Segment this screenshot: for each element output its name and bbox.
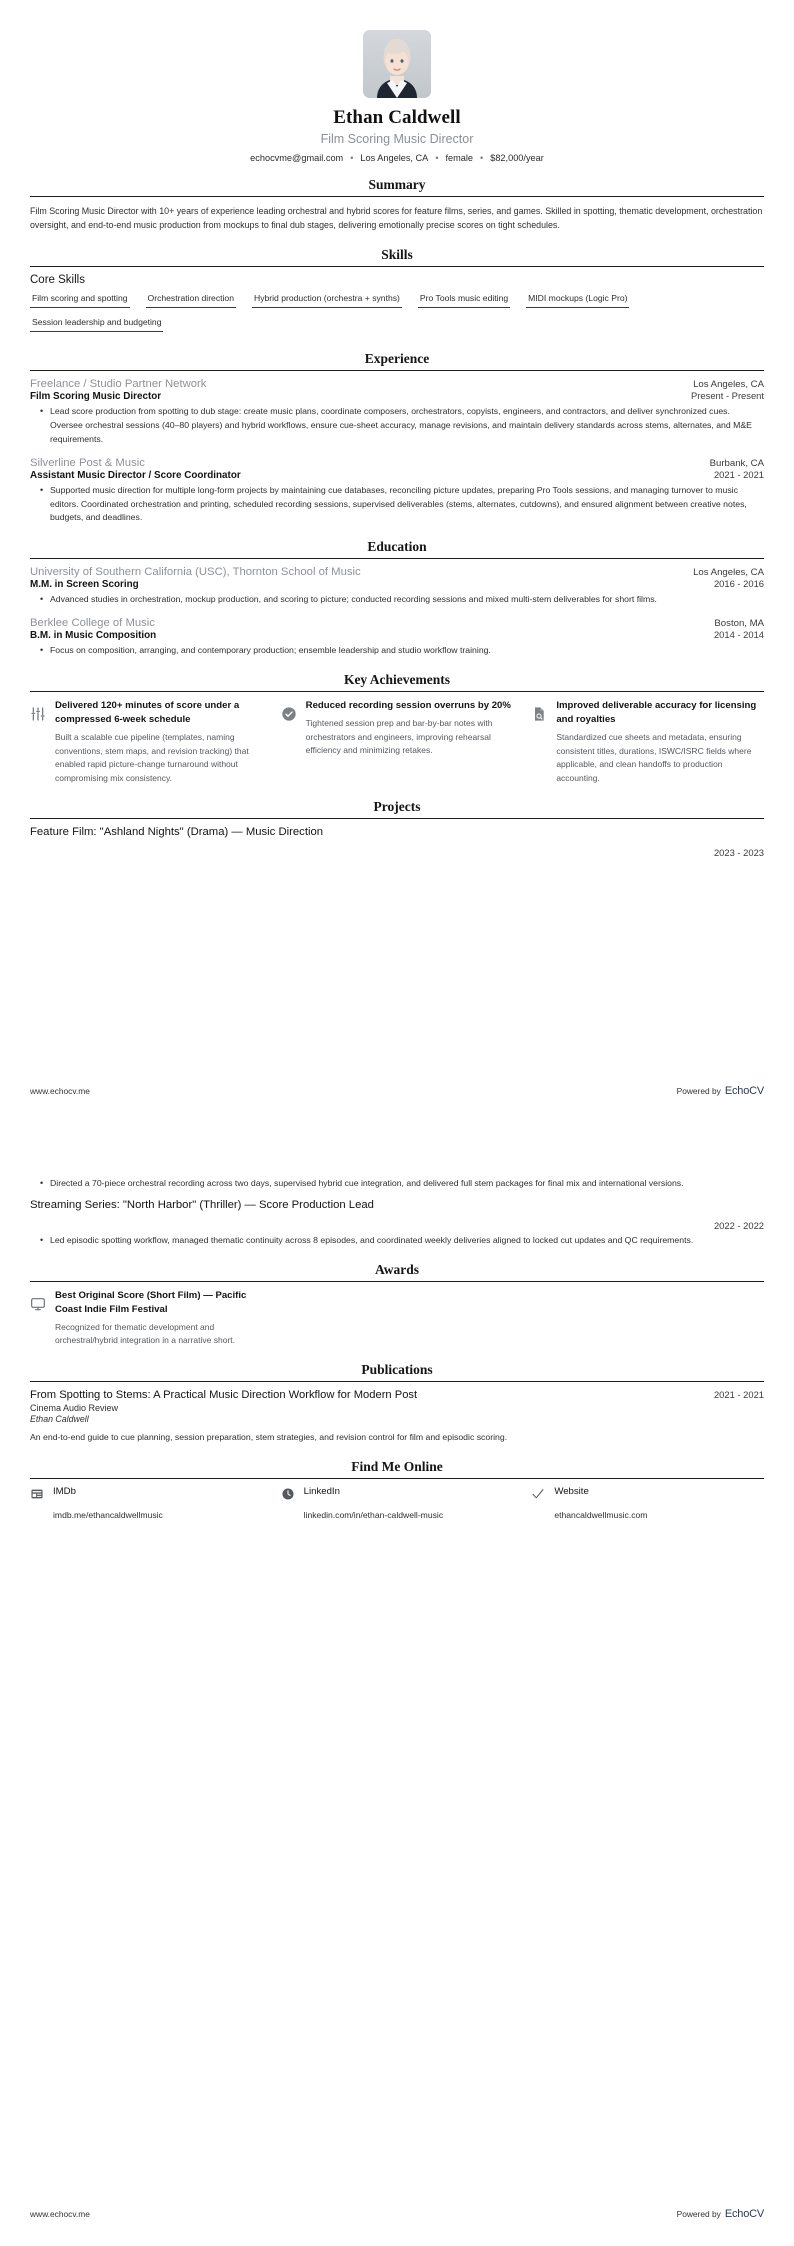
education-bullets — [30, 593, 764, 607]
achievement-item — [281, 699, 514, 785]
footer-site-url: www.echocv.me — [30, 2209, 90, 2219]
education-entry — [30, 566, 764, 607]
avatar — [363, 30, 431, 98]
bullet-item: • Lead score production from spotting to dub stage: create music plans, coordinate composers, orchestrators, copyists, engineers, and contractors, and deliver synchronized cues. Oversee orchestral sessions (40–80 players) and hybrid workflows, ensure cue-sheet accuracy, manage revisions, and maintain delivery standards across stems, alternates, and M&E requirements. — [42, 405, 764, 447]
online-url[interactable]: linkedin.com/in/ethan-caldwell-music — [303, 1509, 444, 1520]
achievement-description: Tightened session prep and bar-by-bar notes with orchestrators and engineers, improving rehearsal efficiency and minimizing retakes. — [305, 718, 493, 756]
experience-dates: 2021 - 2021 — [713, 468, 764, 480]
experience-role: Assistant Music Director / Score Coordinator — [30, 469, 241, 481]
publication-author: Ethan Caldwell — [30, 1413, 89, 1424]
skill-tag: Orchestration direction — [146, 293, 236, 308]
education-entry — [30, 617, 764, 658]
achievement-description: Standardized cue sheets and metadata, ensuring consistent titles, durations, ISWC/ISRC fields where applicable, and clean handoffs to production accounting. — [556, 732, 752, 783]
project-name: Feature Film: "Ashland Nights" (Drama) — Music Direction — [30, 826, 324, 839]
achievement-title: Improved deliverable accuracy for licensing and royalties — [556, 700, 757, 726]
publication-description: An end-to-end guide to cue planning, session preparation, stem strategies, and revision control for film and episodic scoring. — [30, 1431, 508, 1442]
publication-title: From Spotting to Stems: A Practical Music Direction Workflow for Modern Post — [30, 1388, 418, 1401]
achievement-item — [30, 699, 263, 785]
section-heading-awards: Awards — [374, 1261, 419, 1277]
award-item — [30, 1289, 263, 1348]
section-find-me-online — [30, 1459, 764, 1520]
achievement-description: Built a scalable cue pipeline (templates, naming conventions, stem maps, and revision tracking) that enabled rapid picture-change turnaround without compromising mix consistency. — [55, 732, 249, 783]
section-education — [30, 539, 764, 658]
section-heading-find-me-online: Find Me Online — [351, 1458, 443, 1474]
section-heading-skills: Skills — [381, 246, 413, 262]
section-divider — [30, 370, 764, 371]
publication-dates: 2021 - 2021 — [713, 1388, 764, 1400]
imdb-card-icon — [30, 1487, 44, 1501]
online-profile-imdb[interactable] — [30, 1486, 263, 1520]
contact-separator: • — [480, 153, 484, 163]
footer-powered-by — [677, 2208, 764, 2220]
powered-by-label: Powered by — [676, 2209, 721, 2219]
education-bullets — [30, 644, 764, 658]
achievement-item — [531, 699, 764, 785]
experience-dates: Present - Present — [691, 389, 764, 401]
page-footer — [30, 1085, 764, 1097]
online-label: Website — [554, 1485, 589, 1497]
publication-outlet: Cinema Audio Review — [30, 1402, 119, 1413]
education-location: Boston, MA — [714, 618, 764, 630]
monitor-icon — [30, 1296, 46, 1312]
experience-location: Burbank, CA — [709, 457, 764, 469]
brand-name: EchoCV — [724, 2208, 764, 2220]
section-heading-summary: Summary — [368, 177, 426, 192]
online-profile-list — [30, 1486, 764, 1520]
section-skills — [30, 247, 764, 337]
section-divider — [30, 1381, 764, 1382]
skill-tag-list — [30, 293, 764, 337]
skill-tag: MIDI mockups (Logic Pro) — [526, 293, 629, 308]
footer-powered-by — [677, 1085, 764, 1097]
education-organization: University of Southern California (USC), Thornton School of Music — [30, 566, 361, 579]
section-divider — [30, 1478, 764, 1479]
experience-entry — [30, 378, 764, 447]
online-url[interactable]: ethancaldwellmusic.com — [554, 1509, 648, 1520]
checkmark-icon — [531, 1487, 545, 1501]
education-dates: 2016 - 2016 — [713, 578, 764, 590]
projects-continued — [30, 1177, 764, 1248]
section-divider — [30, 266, 764, 267]
education-location: Los Angeles, CA — [693, 567, 764, 579]
experience-entry — [30, 457, 764, 526]
experience-bullets — [30, 405, 764, 447]
section-experience — [30, 351, 764, 526]
job-title: Film Scoring Music Director — [320, 132, 474, 146]
section-awards — [30, 1262, 764, 1348]
contact-separator: • — [350, 153, 354, 163]
section-summary — [30, 177, 764, 233]
award-list — [30, 1289, 764, 1348]
summary-text: Film Scoring Music Director with 10+ years of experience leading orchestral and hybrid scores for feature films, series, and games. Skilled in spotting, thematic development, orchestration oversight, and end-to-end music production from mockups to final dub stages, delivering emotionally precise scores on tight schedules. — [30, 206, 763, 231]
document-search-icon — [531, 706, 547, 722]
contact-email: echocvme@gmail.com — [250, 153, 344, 163]
skill-tag: Session leadership and budgeting — [30, 317, 163, 332]
section-projects — [30, 799, 764, 858]
online-label: LinkedIn — [303, 1485, 340, 1497]
project-bullets — [30, 1234, 764, 1248]
resume-header — [30, 26, 764, 163]
contact-salary: $82,000/year — [490, 153, 544, 163]
project-item — [30, 826, 764, 858]
achievement-list — [30, 699, 764, 785]
bullet-item: • Led episodic spotting workflow, managed thematic continuity across 8 episodes, and coordinated weekly deliveries aligned to locked cut updates and QC requirements. — [42, 1234, 764, 1248]
achievement-title: Reduced recording session overruns by 20% — [305, 700, 511, 712]
section-key-achievements — [30, 672, 764, 785]
brand-name: EchoCV — [724, 1085, 764, 1097]
publication-item — [30, 1389, 764, 1445]
section-publications — [30, 1362, 764, 1445]
check-circle-icon — [281, 706, 297, 722]
education-dates: 2014 - 2014 — [713, 629, 764, 641]
section-divider — [30, 691, 764, 692]
award-title: Best Original Score (Short Film) — Pacific Coast Indie Film Festival — [55, 1289, 247, 1315]
bullet-item: • Supported music direction for multiple long-form projects by maintaining cue databases, reconciling picture updates, preparing Pro Tools sessions, and managing turnover to music editors. Coordinated orchestration and printing, scheduled recording sessions, supervised deliverables (stems, alternates, cutdowns), and ensured alignment between creative notes, budgets, and deadlines. — [42, 484, 764, 526]
section-heading-education: Education — [367, 539, 427, 555]
skill-tag: Film scoring and spotting — [30, 293, 130, 308]
page-footer — [30, 2208, 764, 2220]
equalizer-sliders-icon — [30, 706, 46, 722]
project-name: Streaming Series: "North Harbor" (Thriller) — Score Production Lead — [30, 1198, 374, 1211]
award-description: Recognized for thematic development and orchestral/hybrid integration in a narrative short. — [55, 1321, 236, 1346]
achievement-title: Delivered 120+ minutes of score under a compressed 6-week schedule — [55, 700, 240, 726]
section-heading-key-achievements: Key Achievements — [343, 672, 451, 688]
experience-role: Film Scoring Music Director — [30, 390, 162, 402]
online-label: IMDb — [53, 1485, 76, 1497]
online-profile-linkedin[interactable] — [281, 1486, 514, 1520]
project-bullets — [30, 1177, 764, 1191]
section-heading-experience: Experience — [364, 350, 430, 366]
experience-organization: Freelance / Studio Partner Network — [30, 377, 207, 390]
project-item — [30, 1199, 764, 1248]
clock-icon — [281, 1487, 295, 1501]
experience-location: Los Angeles, CA — [693, 378, 764, 390]
section-divider — [30, 558, 764, 559]
skill-tag: Hybrid production (orchestra + synths) — [252, 293, 402, 308]
experience-bullets — [30, 484, 764, 526]
contact-line — [30, 153, 764, 163]
section-heading-projects: Projects — [373, 799, 421, 815]
experience-organization: Silverline Post & Music — [30, 456, 145, 469]
contact-separator: • — [435, 153, 439, 163]
bullet-item: • Focus on composition, arranging, and contemporary production; ensemble leadership and studio workflow training. — [42, 644, 764, 658]
resume-page-2 — [0, 1123, 794, 2246]
bullet-item: • Directed a 70-piece orchestral recording across two days, supervised hybrid cue integration, and delivered full stem packages for final mix and international versions. — [42, 1177, 764, 1191]
section-divider — [30, 196, 764, 197]
project-dates: 2023 - 2023 — [713, 847, 764, 859]
section-divider — [30, 1281, 764, 1282]
education-organization: Berklee College of Music — [30, 617, 155, 630]
bullet-item: • Advanced studies in orchestration, mockup production, and scoring to picture; conducted recording sessions and mixed multi-stem deliverables for short films. — [42, 593, 764, 607]
section-heading-publications: Publications — [361, 1361, 433, 1377]
online-profile-website[interactable] — [531, 1486, 764, 1520]
footer-site-url: www.echocv.me — [30, 1086, 90, 1096]
contact-location: Los Angeles, CA — [360, 153, 429, 163]
skill-tag: Pro Tools music editing — [418, 293, 510, 308]
education-degree: M.M. in Screen Scoring — [30, 579, 139, 591]
contact-gender: female — [445, 153, 474, 163]
project-dates: 2022 - 2022 — [713, 1219, 764, 1231]
section-divider — [30, 818, 764, 819]
page-title: Ethan Caldwell — [333, 107, 461, 128]
education-degree: B.M. in Music Composition — [30, 630, 157, 642]
skill-group-label: Core Skills — [30, 273, 85, 286]
online-url[interactable]: imdb.me/ethancaldwellmusic — [53, 1509, 163, 1520]
powered-by-label: Powered by — [676, 1086, 721, 1096]
